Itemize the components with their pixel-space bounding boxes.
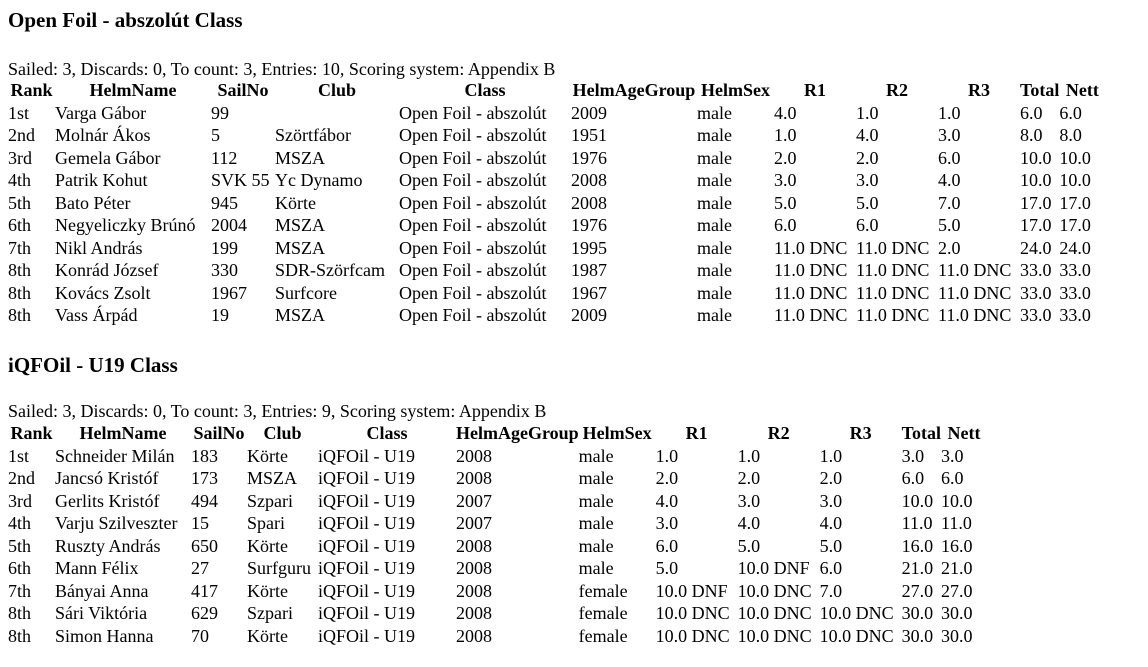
cell-helm-sex: male (578, 513, 614, 533)
cell-r2: 10.0 DNC (737, 603, 812, 623)
column-header-sail-no: SailNo (217, 80, 269, 100)
cell-club: MSZA (275, 237, 326, 258)
cell-r3: 10.0 DNC (819, 603, 894, 623)
cell-r2: 1.0 (737, 445, 761, 466)
table-row (8, 259, 1105, 282)
cell-class: Open Foil - abszolút (399, 305, 547, 325)
cell-club: MSZA (275, 215, 326, 235)
cell-r3: 1.0 (938, 102, 961, 123)
cell-helm-name: Mann Félix (55, 558, 139, 578)
cell-helm-sex: male (578, 535, 614, 556)
cell-rank: 3rd (8, 147, 32, 168)
cell-rank: 4th (8, 170, 32, 190)
cell-helm-age-group: 2007 (456, 490, 492, 511)
cell-nett: 6.0 (941, 468, 964, 488)
cell-helm-sex: male (697, 215, 732, 235)
table-row (8, 124, 1105, 147)
cell-total: 10.0 (901, 490, 934, 511)
cell-total: 27.0 (901, 580, 934, 601)
cell-helm-sex: male (578, 490, 614, 511)
cell-r3: 1.0 (819, 445, 843, 466)
cell-r1: 10.0 DNF (655, 580, 728, 601)
cell-sail-no: 70 (191, 625, 209, 646)
cell-sail-no: 183 (191, 445, 218, 466)
cell-r2: 6.0 (856, 215, 879, 235)
cell-class: iQFOil - U19 (318, 558, 416, 578)
cell-r2: 3.0 (737, 490, 761, 511)
cell-r3: 7.0 (938, 192, 961, 213)
cell-r1: 11.0 DNC (774, 282, 848, 303)
table-row (8, 169, 1105, 192)
cell-club: Körte (247, 625, 288, 646)
cell-helm-sex: male (697, 237, 732, 258)
cell-helm-age-group: 1995 (571, 237, 607, 258)
table-row (8, 625, 987, 648)
cell-r2: 5.0 (737, 535, 761, 556)
cell-nett: 10.0 (941, 490, 973, 511)
cell-nett: 30.0 (941, 603, 973, 623)
cell-nett: 10.0 (1059, 147, 1091, 168)
cell-r1: 6.0 (655, 535, 679, 556)
cell-r1: 11.0 DNC (774, 237, 848, 258)
cell-sail-no: 199 (211, 237, 238, 258)
cell-r1: 11.0 DNC (774, 260, 848, 280)
cell-rank: 7th (8, 237, 32, 258)
cell-helm-sex: male (697, 102, 732, 123)
cell-helm-age-group: 2008 (456, 603, 492, 623)
cell-total: 33.0 (1020, 305, 1052, 325)
cell-club: SDR-Szörfcam (275, 260, 385, 280)
cell-nett: 8.0 (1059, 125, 1082, 145)
cell-sail-no: 173 (191, 468, 218, 488)
cell-sail-no: 112 (211, 147, 238, 168)
cell-r1: 11.0 DNC (774, 305, 848, 325)
cell-r3: 2.0 (819, 468, 843, 488)
cell-class: iQFOil - U19 (318, 625, 416, 646)
cell-nett: 21.0 (941, 558, 973, 578)
table-header-row (8, 422, 987, 445)
cell-helm-name: Vass Árpád (55, 305, 138, 325)
cell-r2: 11.0 DNC (856, 282, 930, 303)
column-header-nett: Nett (947, 423, 981, 443)
cell-nett: 33.0 (1059, 282, 1091, 303)
cell-helm-name: Jancsó Kristóf (55, 468, 159, 488)
cell-sail-no: 650 (191, 535, 218, 556)
cell-helm-age-group: 2008 (456, 580, 492, 601)
table-row (8, 490, 987, 513)
cell-r2: 5.0 (856, 192, 879, 213)
cell-helm-age-group: 1967 (571, 282, 607, 303)
cell-helm-name: Konrád József (55, 260, 159, 280)
cell-r1: 3.0 (774, 170, 797, 190)
section-summary: Sailed: 3, Discards: 0, To count: 3, Entries: 9, Scoring system: Appendix B (8, 401, 547, 421)
column-header-r2: R2 (767, 423, 790, 443)
cell-club: Körte (247, 445, 288, 466)
cell-helm-name: Bányai Anna (55, 580, 149, 601)
table-row (8, 580, 987, 603)
cell-rank: 3rd (8, 490, 32, 511)
cell-r1: 10.0 DNC (655, 625, 730, 646)
cell-club (275, 102, 399, 125)
results-table (8, 422, 987, 647)
cell-club: Szpari (247, 490, 293, 511)
cell-club: Körte (275, 192, 316, 213)
cell-class: iQFOil - U19 (318, 490, 416, 511)
column-header-class: Class (366, 423, 408, 443)
cell-rank: 8th (8, 625, 32, 646)
cell-r2: 10.0 DNF (737, 558, 810, 578)
cell-sail-no: 330 (211, 260, 238, 280)
cell-club: Surfcore (275, 282, 337, 303)
column-header-r3: R3 (968, 80, 990, 100)
cell-class: Open Foil - abszolút (399, 102, 547, 123)
cell-nett: 6.0 (1059, 102, 1082, 123)
column-header-rank: Rank (10, 423, 53, 443)
cell-nett: 10.0 (1059, 170, 1091, 190)
cell-helm-name: Nikl András (55, 237, 143, 258)
cell-total: 30.0 (901, 625, 934, 646)
cell-club: Surfguru (247, 558, 311, 578)
cell-class: iQFOil - U19 (318, 445, 416, 466)
cell-helm-age-group: 2007 (456, 513, 492, 533)
cell-total: 33.0 (1020, 282, 1052, 303)
section-summary: Sailed: 3, Discards: 0, To count: 3, Entries: 10, Scoring system: Appendix B (8, 59, 556, 79)
cell-club: MSZA (247, 468, 298, 488)
column-header-helm-name: HelmName (89, 80, 177, 100)
cell-helm-sex: female (578, 625, 628, 646)
cell-nett: 33.0 (1059, 260, 1091, 280)
cell-sail-no: 99 (211, 102, 229, 123)
cell-rank: 8th (8, 282, 32, 303)
cell-helm-name: Simon Hanna (55, 625, 154, 646)
cell-r2: 3.0 (856, 170, 879, 190)
cell-helm-age-group: 2009 (571, 305, 607, 325)
cell-helm-sex: male (697, 147, 732, 168)
section-title: iQFOil - U19 Class (8, 353, 178, 377)
column-header-r1: R1 (685, 423, 708, 443)
cell-r1: 3.0 (655, 513, 679, 533)
column-header-class: Class (464, 80, 506, 100)
cell-total: 17.0 (1020, 192, 1052, 213)
cell-helm-sex: male (697, 192, 732, 213)
cell-nett: 33.0 (1059, 305, 1091, 325)
cell-r3: 3.0 (938, 125, 961, 145)
cell-helm-age-group: 2008 (456, 558, 492, 578)
column-header-r2: R2 (886, 80, 908, 100)
cell-sail-no: 19 (211, 305, 229, 325)
column-header-r1: R1 (804, 80, 826, 100)
cell-r1: 1.0 (655, 445, 679, 466)
section-title: Open Foil - abszolút Class (8, 8, 243, 32)
cell-nett: 11.0 (941, 513, 972, 533)
results-table (8, 79, 1105, 327)
cell-helm-name: Molnár Ákos (55, 125, 151, 145)
cell-rank: 7th (8, 580, 32, 601)
cell-total: 24.0 (1020, 237, 1052, 258)
cell-nett: 3.0 (941, 445, 964, 466)
cell-r1: 5.0 (774, 192, 797, 213)
column-header-helm-age-group: HelmAgeGroup (456, 423, 579, 443)
cell-nett: 24.0 (1059, 237, 1091, 258)
cell-total: 8.0 (1020, 125, 1043, 145)
cell-total: 10.0 (1020, 147, 1052, 168)
cell-class: Open Foil - abszolút (399, 215, 547, 235)
column-header-helm-name: HelmName (79, 423, 167, 443)
cell-class: iQFOil - U19 (318, 580, 416, 601)
cell-sail-no: 5 (211, 125, 220, 145)
cell-rank: 8th (8, 305, 32, 325)
cell-sail-no: 2004 (211, 215, 247, 235)
column-header-total: Total (901, 423, 942, 443)
column-header-sail-no: SailNo (193, 423, 245, 443)
cell-r1: 4.0 (655, 490, 679, 511)
cell-rank: 8th (8, 260, 32, 280)
cell-r2: 4.0 (737, 513, 761, 533)
cell-sail-no: 417 (191, 580, 218, 601)
cell-total: 17.0 (1020, 215, 1052, 235)
table-row (8, 214, 1105, 237)
cell-helm-sex: female (578, 603, 628, 623)
cell-helm-age-group: 2008 (571, 192, 607, 213)
cell-r3: 5.0 (819, 535, 843, 556)
cell-r3: 6.0 (938, 147, 961, 168)
cell-helm-sex: male (578, 468, 614, 488)
table-row (8, 535, 987, 558)
cell-helm-sex: male (697, 282, 732, 303)
table-row (8, 147, 1105, 170)
cell-rank: 8th (8, 603, 32, 623)
cell-helm-age-group: 2008 (456, 445, 492, 466)
cell-rank: 2nd (8, 125, 35, 145)
cell-club: Szörtfábor (275, 125, 351, 145)
cell-r3: 11.0 DNC (938, 282, 1012, 303)
cell-helm-age-group: 1976 (571, 215, 607, 235)
cell-rank: 5th (8, 535, 32, 556)
table-row (8, 467, 987, 490)
cell-r3: 11.0 DNC (938, 260, 1012, 280)
cell-r2: 11.0 DNC (856, 260, 930, 280)
cell-helm-name: Ruszty András (55, 535, 161, 556)
cell-r1: 2.0 (655, 468, 679, 488)
cell-r1: 10.0 DNC (655, 603, 730, 623)
cell-helm-name: Bato Péter (55, 192, 131, 213)
cell-sail-no: 15 (191, 513, 209, 533)
column-header-helm-sex: HelmSex (701, 80, 770, 100)
cell-class: iQFOil - U19 (318, 513, 416, 533)
table-row (8, 237, 1105, 260)
cell-helm-age-group: 2008 (456, 468, 492, 488)
table-row (8, 512, 987, 535)
cell-helm-name: Kovács Zsolt (55, 282, 151, 303)
cell-r3: 6.0 (819, 558, 843, 578)
cell-helm-age-group: 2008 (456, 625, 492, 646)
cell-sail-no: 494 (191, 490, 218, 511)
cell-helm-sex: male (697, 125, 732, 145)
column-header-nett: Nett (1065, 80, 1099, 100)
cell-club: Körte (247, 580, 288, 601)
cell-helm-name: Sári Viktória (55, 603, 148, 623)
table-row (8, 445, 987, 468)
column-header-r3: R3 (849, 423, 872, 443)
cell-helm-age-group: 1976 (571, 147, 607, 168)
cell-class: Open Foil - abszolút (399, 125, 547, 145)
cell-helm-name: Varga Gábor (55, 102, 147, 123)
cell-r3: 4.0 (938, 170, 961, 190)
cell-class: Open Foil - abszolút (399, 170, 547, 190)
cell-helm-sex: female (578, 580, 628, 601)
cell-club: Szpari (247, 603, 293, 623)
cell-nett: 27.0 (941, 580, 973, 601)
cell-club: MSZA (275, 305, 326, 325)
cell-sail-no: SVK 55 (211, 170, 270, 190)
cell-helm-age-group: 1987 (571, 260, 607, 280)
column-header-helm-age-group: HelmAgeGroup (572, 80, 696, 100)
cell-r3: 5.0 (938, 215, 961, 235)
cell-club: MSZA (275, 147, 326, 168)
cell-rank: 2nd (8, 468, 35, 488)
cell-nett: 17.0 (1059, 215, 1091, 235)
cell-rank: 6th (8, 215, 32, 235)
cell-total: 3.0 (901, 445, 925, 466)
cell-r2: 4.0 (856, 125, 879, 145)
cell-helm-name: Gerlits Kristóf (55, 490, 160, 511)
cell-r1: 1.0 (774, 125, 797, 145)
cell-total: 6.0 (1020, 102, 1043, 123)
cell-r2: 1.0 (856, 102, 879, 123)
cell-class: iQFOil - U19 (318, 535, 416, 556)
cell-nett: 17.0 (1059, 192, 1091, 213)
column-header-helm-sex: HelmSex (582, 423, 652, 443)
cell-helm-sex: male (697, 170, 732, 190)
cell-r1: 6.0 (774, 215, 797, 235)
table-row (8, 602, 987, 625)
cell-rank: 1st (8, 102, 30, 123)
cell-helm-sex: male (697, 260, 732, 280)
cell-r3: 3.0 (819, 490, 843, 511)
cell-r3: 11.0 DNC (938, 305, 1012, 325)
cell-r1: 5.0 (655, 558, 679, 578)
cell-total: 30.0 (901, 603, 934, 623)
table-row (8, 192, 1105, 215)
cell-total: 10.0 (1020, 170, 1052, 190)
table-row (8, 282, 1105, 305)
column-header-club: Club (317, 80, 357, 100)
cell-r2: 11.0 DNC (856, 237, 930, 258)
cell-rank: 1st (8, 445, 30, 466)
cell-r3: 4.0 (819, 513, 843, 533)
cell-helm-name: Schneider Milán (55, 445, 175, 466)
cell-r1: 4.0 (774, 102, 797, 123)
cell-class: Open Foil - abszolút (399, 282, 547, 303)
cell-helm-name: Varju Szilveszter (55, 513, 178, 533)
cell-nett: 16.0 (941, 535, 973, 556)
cell-club: Körte (247, 535, 288, 556)
cell-helm-age-group: 2008 (571, 170, 607, 190)
cell-helm-name: Patrik Kohut (55, 170, 148, 190)
cell-total: 11.0 (901, 513, 933, 533)
column-header-club: Club (263, 423, 302, 443)
cell-class: Open Foil - abszolút (399, 192, 547, 213)
cell-r3: 2.0 (938, 237, 961, 258)
cell-r1: 2.0 (774, 147, 797, 168)
table-row (8, 304, 1105, 327)
cell-club: Spari (247, 513, 285, 533)
cell-rank: 4th (8, 513, 32, 533)
cell-r2: 2.0 (856, 147, 879, 168)
cell-r3: 7.0 (819, 580, 843, 601)
cell-r2: 10.0 DNC (737, 625, 812, 646)
cell-r2: 11.0 DNC (856, 305, 930, 325)
cell-r2: 10.0 DNC (737, 580, 812, 601)
cell-class: Open Foil - abszolút (399, 237, 547, 258)
table-row (8, 557, 987, 580)
table-row (8, 102, 1105, 125)
cell-sail-no: 27 (191, 558, 209, 578)
cell-r2: 2.0 (737, 468, 761, 488)
cell-nett: 30.0 (941, 625, 973, 646)
column-header-rank: Rank (10, 80, 53, 100)
cell-rank: 5th (8, 192, 32, 213)
cell-total: 6.0 (901, 468, 925, 488)
cell-sail-no: 629 (191, 603, 218, 623)
cell-helm-age-group: 1951 (571, 125, 607, 145)
cell-helm-sex: male (697, 305, 732, 325)
cell-r3: 10.0 DNC (819, 625, 894, 646)
cell-total: 21.0 (901, 558, 934, 578)
cell-sail-no: 945 (211, 192, 238, 213)
cell-class: iQFOil - U19 (318, 603, 416, 623)
cell-class: Open Foil - abszolút (399, 260, 547, 280)
cell-helm-name: Gemela Gábor (55, 147, 161, 168)
cell-class: iQFOil - U19 (318, 468, 416, 488)
cell-helm-sex: male (578, 558, 614, 578)
cell-total: 16.0 (901, 535, 934, 556)
cell-helm-age-group: 2008 (456, 535, 492, 556)
table-header-row (8, 79, 1105, 102)
cell-class: Open Foil - abszolút (399, 147, 547, 168)
cell-rank: 6th (8, 558, 32, 578)
cell-helm-name: Negyeliczky Brúnó (55, 215, 196, 235)
cell-club: Yc Dynamo (275, 170, 363, 190)
cell-total: 33.0 (1020, 260, 1052, 280)
cell-helm-sex: male (578, 445, 614, 466)
column-header-total: Total (1020, 80, 1060, 100)
cell-sail-no: 1967 (211, 282, 247, 303)
cell-helm-age-group: 2009 (571, 102, 607, 123)
